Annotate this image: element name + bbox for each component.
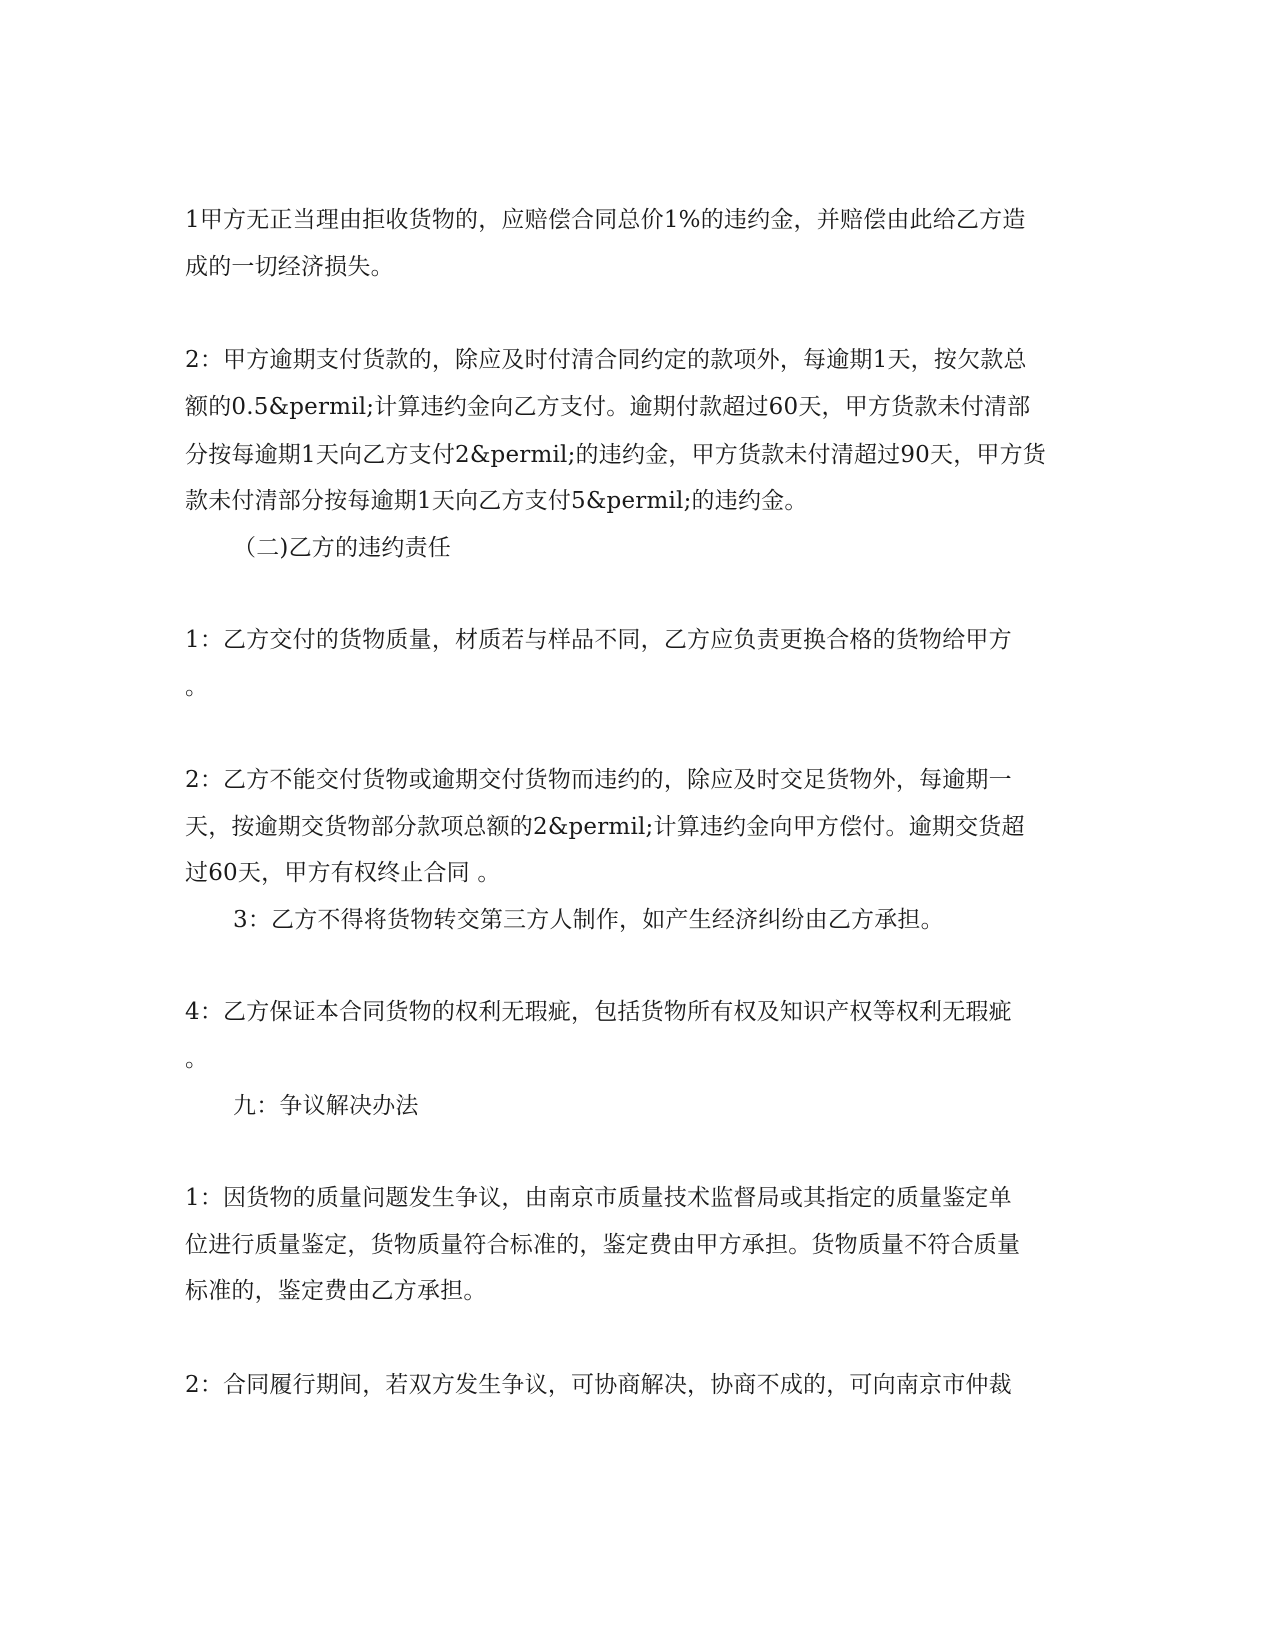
text-line: 分按每逾期1天向乙方支付2&permil;的违约金，甲方货款未付清超过90天，甲方货 xyxy=(185,442,1047,468)
text-line: 1：乙方交付的货物质量，材质若与样品不同，乙方应负责更换合格的货物给甲方 xyxy=(185,627,1012,653)
text-line: 。 xyxy=(185,674,209,700)
text-line: 4：乙方保证本合同货物的权利无瑕疵，包括货物所有权及知识产权等权利无瑕疵 xyxy=(185,999,1012,1025)
text-line: 额的0.5&permil;计算违约金向乙方支付。逾期付款超过60天，甲方货款未付清部 xyxy=(185,394,1031,420)
text-line: 位进行质量鉴定，货物质量符合标准的，鉴定费由甲方承担。货物质量不符合质量 xyxy=(185,1232,1021,1258)
text-line: 1甲方无正当理由拒收货物的，应赔偿合同总价1%的违约金，并赔偿由此给乙方造 xyxy=(185,207,1026,233)
section-heading: 九：争议解决办法 xyxy=(233,1093,419,1119)
text-line: 款未付清部分按每逾期1天向乙方支付5&permil;的违约金。 xyxy=(185,488,808,514)
text-line: 标准的，鉴定费由乙方承担。 xyxy=(185,1278,487,1304)
text-line: 2：甲方逾期支付货款的，除应及时付清合同约定的款项外，每逾期1天，按欠款总 xyxy=(185,347,1027,373)
text-line: 。 xyxy=(185,1046,209,1072)
text-line: 2：乙方不能交付货物或逾期交付货物而违约的，除应及时交足货物外，每逾期一 xyxy=(185,767,1012,793)
text-line: 成的一切经济损失。 xyxy=(185,254,394,280)
text-line: 3：乙方不得将货物转交第三方人制作，如产生经济纠纷由乙方承担。 xyxy=(233,907,944,933)
section-heading: （二)乙方的违约责任 xyxy=(233,535,451,561)
text-line: 1：因货物的质量问题发生争议，由南京市质量技术监督局或其指定的质量鉴定单 xyxy=(185,1185,1012,1211)
text-line: 天，按逾期交货物部分款项总额的2&permil;计算违约金向甲方偿付。逾期交货超 xyxy=(185,814,1025,840)
text-line: 过60天，甲方有权终止合同 。 xyxy=(185,860,501,886)
text-line: 2：合同履行期间，若双方发生争议，可协商解决，协商不成的，可向南京市仲裁 xyxy=(185,1372,1012,1398)
